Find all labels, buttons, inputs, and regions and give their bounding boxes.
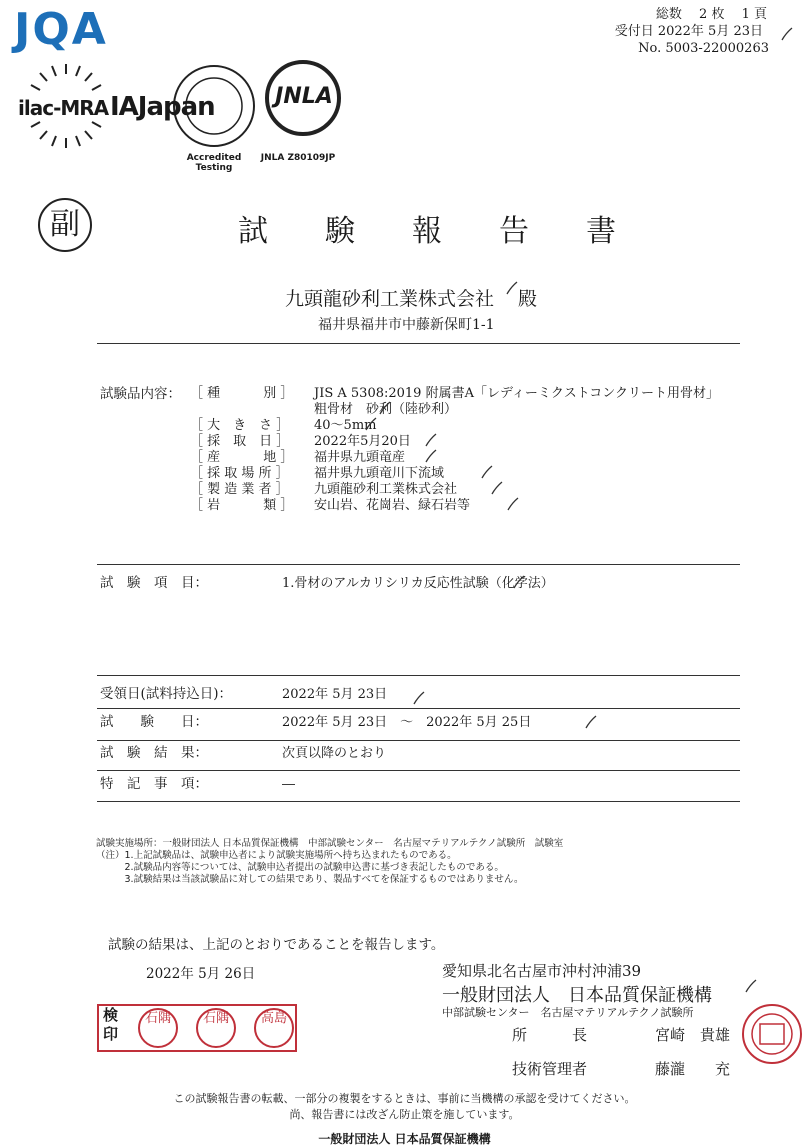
check-mark-icon	[490, 480, 504, 494]
manager-name: 藤瀧 充	[655, 1060, 731, 1078]
duplicate-mark: 副	[38, 198, 92, 252]
director-title: 所 長	[512, 1026, 588, 1044]
sample-label: ［ 採 取 日 ］	[190, 434, 290, 449]
recipient-name: 九頭龍砂利工業株式会社	[285, 288, 495, 310]
receipt-date-value: 2022年 5月 23日	[282, 687, 388, 702]
ilac-mra-text: ilac-MRA	[18, 96, 109, 120]
divider	[97, 564, 740, 565]
title-char: 告	[499, 214, 529, 249]
sample-value: JIS A 5308:2019 附属書A「レディーミクストコンクリート用骨材」	[314, 386, 720, 401]
footnote: （注）1.上記試験品は、試験申込者により試験実施場所へ持ち込まれたものである。	[96, 850, 457, 861]
title-char: 報	[412, 214, 442, 249]
accredited-label: Accredited	[186, 153, 242, 163]
issuer-division: 中部試験センター 名古屋マテリアルテクノ試験所	[442, 1006, 694, 1019]
sample-label: ［ 採 取 場 所 ］	[190, 466, 289, 481]
issuer-org: 一般財団法人 日本品質保証機構	[442, 985, 712, 1006]
accreditation-logos	[18, 58, 336, 178]
sample-value: 九頭龍砂利工業株式会社	[314, 482, 458, 497]
recipient-honorific: 殿	[518, 288, 538, 310]
divider	[97, 740, 740, 741]
check-mark-icon	[780, 26, 794, 40]
jnla-number: JNLA Z80109JP	[260, 153, 336, 163]
manager-title: 技術管理者	[512, 1060, 588, 1078]
test-items-value: 1.骨材のアルカリシリカ反応性試験（化学法）	[282, 576, 554, 591]
divider	[97, 770, 740, 771]
check-mark-icon	[424, 432, 438, 446]
special-notes-label: 特 記 事 項：	[100, 776, 208, 792]
sample-label: ［ 製 造 業 者 ］	[190, 482, 289, 497]
receipt-date-label: 受領日(試料持込日)：	[100, 686, 233, 702]
title-char: 試	[238, 214, 268, 249]
check-mark-icon	[512, 574, 526, 588]
check-mark-icon	[378, 400, 392, 414]
facility-note: 試験実施場所：一般財団法人 日本品質保証機構 中部試験センター 名古屋マテリアルテクノ試験所 試験室	[96, 838, 564, 849]
sample-value: 福井県九頭竜産	[314, 450, 406, 465]
check-mark-icon	[480, 464, 494, 478]
report-number: No. 5003-22000263	[638, 41, 769, 56]
anti-tamper-notice: 尚、報告書には改ざん防止策を施しています。	[289, 1108, 520, 1121]
issuer-address: 愛知県北名古屋市沖村沖浦39	[442, 962, 642, 980]
inspection-label-top: 検	[103, 1006, 119, 1024]
document-title	[238, 206, 673, 250]
test-items-label: 試 験 項 目：	[100, 575, 208, 591]
test-result-label: 試 験 結 果：	[100, 745, 208, 761]
check-mark-icon	[424, 448, 438, 462]
check-mark-icon	[364, 416, 378, 430]
check-mark-icon	[505, 280, 519, 294]
test-date-label: 試 験 日：	[100, 714, 208, 730]
title-char: 験	[325, 214, 355, 249]
sample-label: ［ 岩 類 ］	[190, 498, 294, 513]
footnote: 3.試験結果は当該試験品に対しての結果であり、製品すべてを保証するものではありません。	[96, 874, 524, 885]
test-date-value: 2022年 5月 23日 ～ 2022年 5月 25日	[282, 715, 532, 730]
divider	[97, 708, 740, 709]
check-mark-icon	[584, 714, 598, 728]
sample-value: 福井県九頭竜川下流域	[314, 466, 445, 481]
divider	[97, 801, 740, 802]
approval-seal: 高島	[254, 1008, 294, 1048]
footnote: 2.試験品内容等については、試験申込者提出の試験申込書に基づき表記したものである。	[96, 862, 504, 873]
sample-label: ［ 大 き さ ］	[190, 418, 290, 433]
sample-value: 40～5mm	[314, 418, 377, 433]
approval-seal: 石隅	[138, 1008, 178, 1048]
sample-value: 安山岩、花崗岩、緑石岩等	[314, 498, 471, 513]
footer-org: 一般財団法人 日本品質保証機構	[318, 1132, 491, 1146]
testing-label: Testing	[195, 163, 233, 173]
test-result-value: 次頁以降のとおり	[282, 746, 387, 761]
official-seal	[742, 1004, 802, 1064]
sample-label: ［ 種 別 ］	[190, 386, 294, 401]
check-mark-icon	[412, 690, 426, 704]
director-name: 宮崎 貴雄	[655, 1026, 731, 1044]
divider	[97, 343, 740, 344]
receipt-date: 受付日 2022年 5月 23日	[614, 24, 763, 39]
report-statement: 試験の結果は、上記のとおりであることを報告します。	[108, 937, 445, 953]
divider	[97, 675, 740, 676]
sample-value: 2022年5月20日	[314, 434, 411, 449]
sample-label: ［ 産 地 ］	[190, 450, 294, 465]
issue-date: 2022年 5月 26日	[146, 966, 256, 982]
recipient-address: 福井県福井市中藤新保町1-1	[318, 317, 495, 333]
inspection-label	[103, 1006, 118, 1044]
check-mark-icon	[744, 978, 758, 992]
jqa-logo: JQA	[14, 4, 108, 55]
jnla-text: JNLA	[275, 84, 333, 109]
inspection-label-bottom: 印	[103, 1025, 119, 1043]
approval-seal: 石隅	[196, 1008, 236, 1048]
reproduction-notice: この試験報告書の転載、一部分の複製をするときは、事前に当機構の承認を受けてください。	[173, 1092, 636, 1105]
sample-heading: 試験品内容：	[100, 386, 181, 402]
iajapan-text: IAJapan	[110, 92, 215, 122]
total-pages: 総数 2 枚 1 頁	[655, 7, 767, 22]
special-notes-value: ―	[282, 777, 295, 792]
check-mark-icon	[506, 496, 520, 510]
sample-value: 粗骨材 砂利（陸砂利）	[314, 402, 458, 417]
title-char: 書	[586, 214, 616, 249]
